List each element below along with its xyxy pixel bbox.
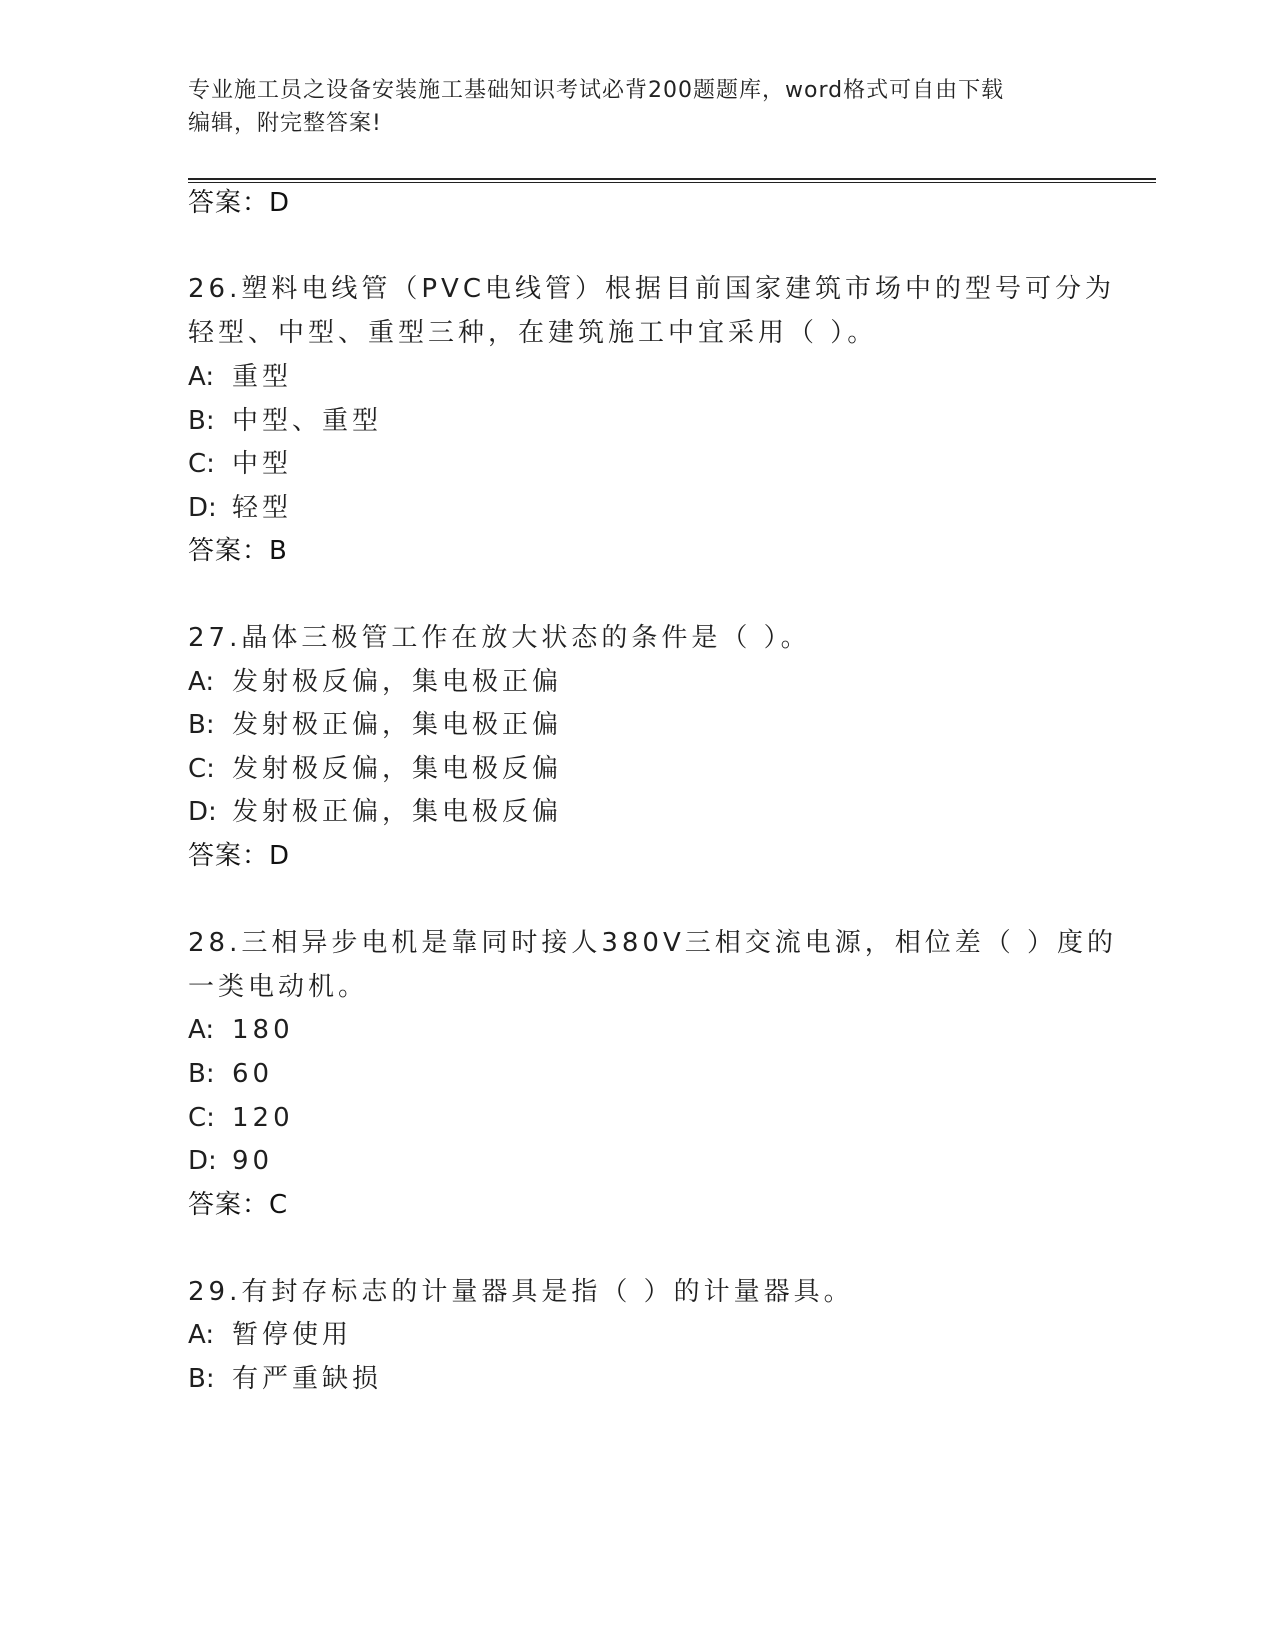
question-28-text-line-1: 28.三相异步电机是靠同时接人380V三相交流电源，相位差（ ）度的	[188, 928, 1118, 958]
question-29-option-a	[188, 1318, 352, 1352]
question-26-option-d	[188, 491, 292, 525]
question-27-option-b	[188, 708, 562, 742]
document-header	[188, 74, 1068, 140]
option-text: 发射极反偏，集电极正偏	[232, 667, 563, 697]
option-key: A:	[188, 1320, 215, 1350]
question-27-option-a	[188, 665, 562, 699]
question-26-option-c	[188, 447, 292, 481]
question-27-option-d	[188, 795, 562, 829]
header-divider	[188, 178, 1156, 183]
option-text: 中型	[232, 449, 293, 479]
option-text: 有严重缺损	[232, 1364, 383, 1394]
question-27-answer: 答案：D	[188, 841, 291, 871]
option-key: A:	[188, 362, 215, 392]
question-26-text-line-1: 26.塑料电线管（PVC电线管）根据目前国家建筑市场中的型号可分为	[188, 274, 1115, 304]
question-29-text: 29.有封存标志的计量器具是指（ ）的计量器具。	[188, 1277, 854, 1307]
option-key: B:	[188, 406, 215, 436]
question-27-text: 27.晶体三极管工作在放大状态的条件是（ ）。	[188, 623, 811, 653]
previous-answer: 答案：D	[188, 188, 291, 218]
question-28-option-d	[188, 1144, 273, 1178]
option-key: B:	[188, 1059, 215, 1089]
question-26-text-line-2: 轻型、中型、重型三种，在建筑施工中宜采用（ ）。	[188, 318, 878, 348]
option-key: B:	[188, 1364, 215, 1394]
option-text: 中型、重型	[232, 406, 383, 436]
option-text: 重型	[232, 362, 293, 392]
option-key: D:	[188, 797, 217, 827]
option-text: 60	[232, 1059, 274, 1089]
question-28-answer: 答案：C	[188, 1190, 289, 1220]
option-text: 120	[232, 1103, 294, 1133]
option-key: A:	[188, 667, 215, 697]
question-29-option-b	[188, 1362, 382, 1396]
header-line-1: 专业施工员之设备安装施工基础知识考试必背200题题库，word格式可自由下载	[188, 78, 1005, 103]
question-28-option-b	[188, 1057, 273, 1091]
option-key: D:	[188, 1146, 217, 1176]
option-text: 发射极正偏，集电极反偏	[232, 797, 563, 827]
option-key: A:	[188, 1015, 215, 1045]
option-key: C:	[188, 449, 215, 479]
question-26-option-b	[188, 404, 382, 438]
question-28-text-line-2: 一类电动机。	[188, 972, 369, 1002]
option-text: 轻型	[232, 493, 293, 523]
question-26-option-a	[188, 360, 292, 394]
question-26-answer: 答案：B	[188, 536, 288, 566]
option-text: 90	[232, 1146, 274, 1176]
option-text: 暂停使用	[232, 1320, 353, 1350]
option-key: C:	[188, 754, 215, 784]
question-27-option-c	[188, 752, 562, 786]
option-text: 180	[232, 1015, 294, 1045]
option-key: C:	[188, 1103, 215, 1133]
option-text: 发射极正偏，集电极正偏	[232, 710, 563, 740]
option-text: 发射极反偏，集电极反偏	[232, 754, 563, 784]
question-28-option-c	[188, 1101, 294, 1135]
option-key: B:	[188, 710, 215, 740]
question-28-option-a	[188, 1013, 294, 1047]
option-key: D:	[188, 493, 217, 523]
header-line-2: 编辑，附完整答案!	[188, 111, 382, 136]
